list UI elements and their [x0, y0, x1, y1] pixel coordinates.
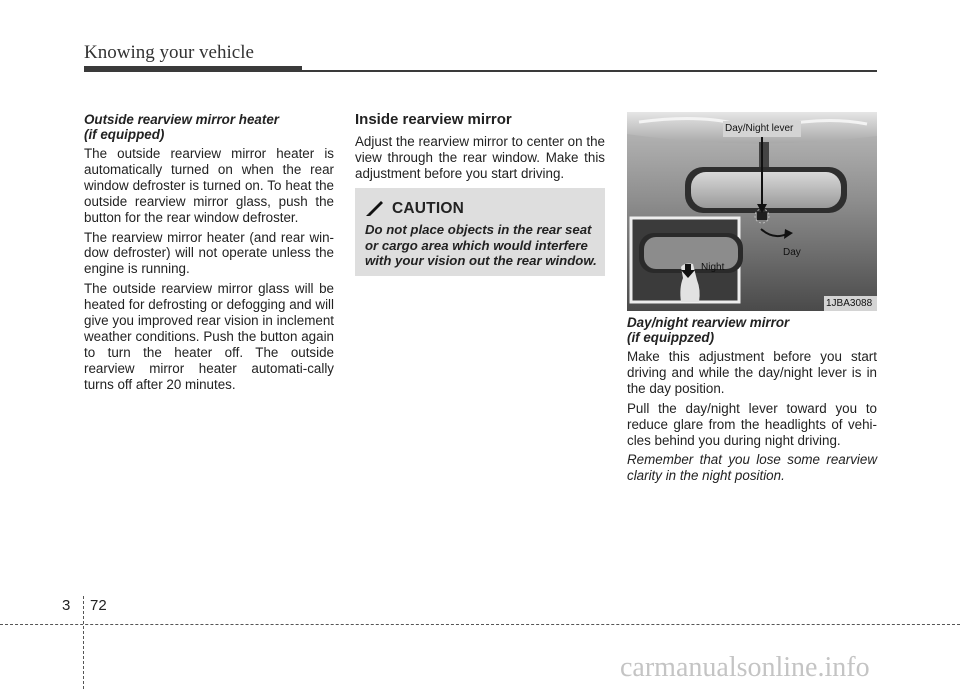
caution-title: CAUTION [365, 200, 464, 218]
mirror-heater-para-3: The outside rearview mirror glass will be heated for defrosting or defogging and will give you improved rear vision in inclement weather conditions. Push the button again to turn the heater off. The outside rearview mirror heater automati-cally turns off after 20 minutes. [84, 281, 334, 392]
section-number: 3 [62, 597, 71, 614]
figure-label-day: Day [783, 247, 801, 258]
column-day-night [627, 315, 877, 488]
column-mirror-heater [84, 112, 334, 397]
page-number: 72 [90, 597, 107, 614]
pencil-icon [365, 201, 387, 217]
day-night-subhead: Day/night rearview mirror (if equippzed) [627, 315, 790, 345]
watermark-text: carmanualsonline.info [620, 652, 870, 683]
page-header-title: Knowing your vehicle [84, 42, 254, 63]
figure-label-lever: Day/Night lever [725, 123, 794, 134]
figure-code: 1JBA3088 [826, 298, 873, 309]
inside-mirror-para: Adjust the rearview mirror to center on the view through the rear window. Make this adjustment before you start driving. [355, 133, 605, 181]
mirror-heater-para-2: The rearview mirror heater (and rear win-dow defroster) will not operate unless the engine is running. [84, 229, 334, 277]
header-rule-thin [302, 70, 877, 72]
footer-divider [0, 624, 960, 625]
caution-text: Do not place objects in the rear seat or cargo area which would interfere with your vision out the rear window. [365, 222, 597, 268]
inside-mirror-heading: Inside rearview mirror [355, 111, 512, 128]
header-rule-thick [84, 66, 302, 72]
day-night-para-2: Pull the day/night lever toward you to reduce glare from the headlights of vehi-cles behind you during night driving. [627, 400, 877, 448]
column-inside-mirror [355, 112, 605, 186]
day-night-para-1: Make this adjustment before you start driving and while the day/night lever is in the day position. [627, 349, 877, 396]
caution-box [355, 188, 605, 276]
figure-label-night: Night [701, 262, 725, 273]
rearview-mirror-illustration [627, 112, 877, 311]
footer-vertical-divider [83, 596, 84, 689]
mirror-heater-subhead: Outside rearview mirror heater (if equipped) [84, 112, 279, 142]
mirror-heater-para-1: The outside rearview mirror heater is automatically turned on when the rear window defroster is turned on. To heat the outside rearview mirror glass, push the button for the rear window defroster. [84, 146, 334, 225]
day-night-note: Remember that you lose some rearview clarity in the night position. [627, 452, 877, 484]
